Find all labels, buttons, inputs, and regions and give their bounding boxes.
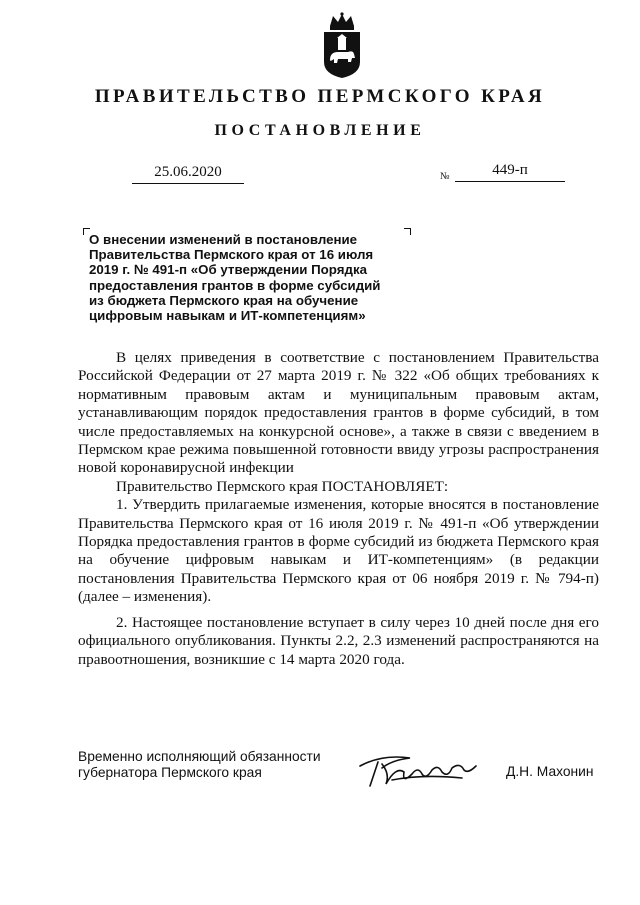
document-number: 449-п (455, 162, 565, 182)
coat-of-arms-icon (318, 12, 366, 80)
document-type: ПОСТАНОВЛЕНИЕ (214, 122, 426, 139)
subject-line: предоставления грантов в форме субсидий (89, 277, 381, 293)
preamble-paragraph: В целях приведения в соответствие с постановлением Правительства Российской Федерации от 27 марта 2019 г. № 322 «Об общих требованиях к нормативным правовым актам и муниципальным правовым актам, устанавливающим порядок предоставления грантов в форме субсидий, в том числе предоставляемых на конкурсной основе», а также в связи с введением в Пермском крае режима повышенной готовности ввиду угрозы распространения новой коронавирусной инфекции (78, 349, 599, 477)
handwritten-signature (352, 744, 482, 794)
subject-line: 2019 г. № 491-п «Об утверждении Порядка (89, 262, 367, 278)
clause-1-paragraph: 1. Утвердить прилагаемые изменения, которые вносятся в постановление Правительства Пермского края от 16 июля 2019 г. № 491-п «Об утверждении Порядка предоставления грантов в форме субсидий из бюджета Пермского края на обучение цифровым навыкам и ИТ-компетенциям» (в редакции постановления Правительства Пермского края от 06 ноября 2019 г. № 794-п) (далее – изменения). (78, 496, 599, 606)
resolves-paragraph: Правительство Пермского края ПОСТАНОВЛЯЕТ: (116, 477, 449, 495)
document-body (78, 349, 599, 669)
document-date: 25.06.2020 (132, 164, 244, 184)
signatory-title-line: губернатора Пермского края (78, 765, 262, 780)
subject-line: из бюджета Пермского края на обучение (89, 292, 359, 308)
clause-2-paragraph: 2. Настоящее постановление вступает в силу через 10 дней после дня его официального опубликования. Пункты 2.2, 2.3 изменений распространяются на правоотношения, возникшие с 14 марта 2020 года. (78, 613, 599, 668)
signatory-title-line: Временно исполняющий обязанности (78, 749, 321, 764)
signatory-name: Д.Н. Махонин (506, 764, 594, 779)
signatory-title (78, 749, 321, 781)
government-title: ПРАВИТЕЛЬСТВО ПЕРМСКОГО КРАЯ (94, 86, 546, 107)
subject-line: цифровым навыкам и ИТ-компетенциям» (89, 308, 366, 324)
subject-line: О внесении изменений в постановление (89, 232, 358, 247)
subject-line: Правительства Пермского края от 16 июля (89, 247, 374, 263)
number-label: № (440, 171, 450, 182)
document-subject (89, 232, 409, 323)
